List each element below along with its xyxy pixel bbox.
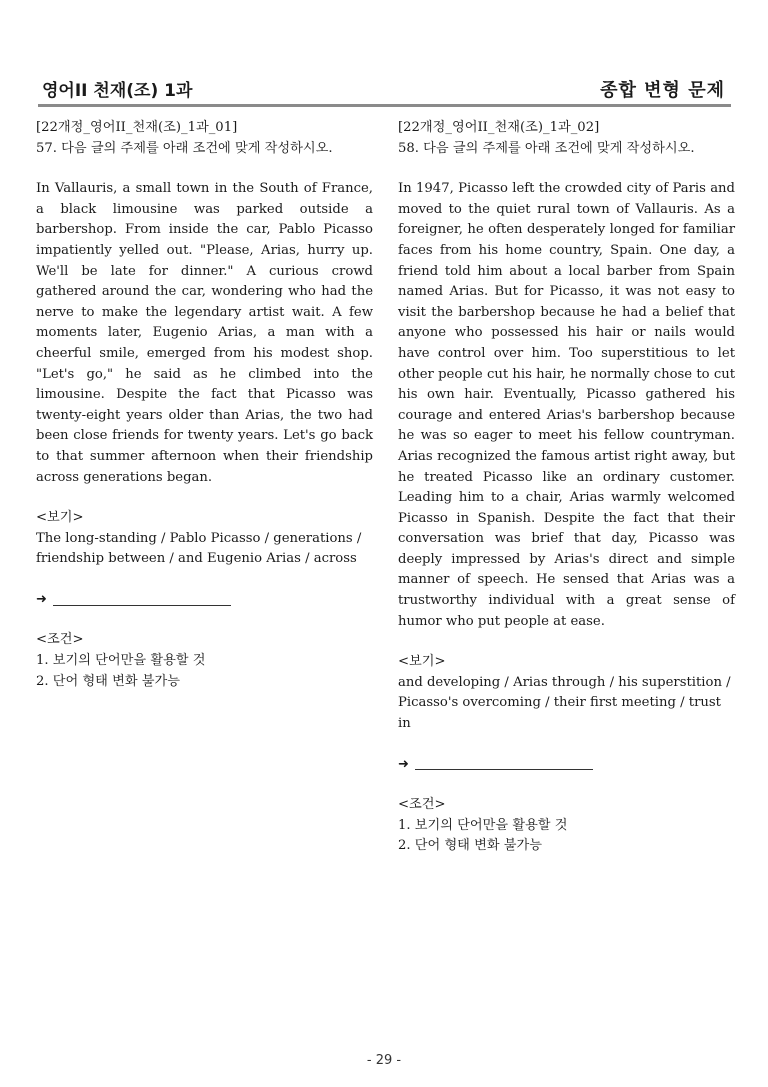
bogi-title: <보기> [36, 510, 84, 526]
question-prompt: 57. 다음 글의 주제를 아래 조건에 맞게 작성하시오. [36, 140, 333, 156]
bogi-words: and developing / Arias through / his superstition / Picasso's overcoming / their first meeting / trust in [398, 674, 731, 732]
question-tag: [22개정_영어II_천재(조)_1과_01] [36, 120, 238, 135]
header-divider [38, 104, 731, 107]
bogi-title: <보기> [398, 654, 446, 670]
bogi-words: The long-standing / Pablo Picasso / generations / friendship between / and Eugenio Arias / across [36, 530, 362, 567]
page-number: - 29 - [366, 1053, 402, 1068]
condition-item: 1. 보기의 단어만을 활용할 것 [398, 817, 568, 833]
page-header [38, 70, 731, 106]
passage: In 1947, Picasso left the crowded city of Paris and moved to the quiet rural town of Vallauris. As a foreigner, he often desperately longed for familiar faces from his home country, Spain. One day, a friend told him about a local barber from Spain named Arias. But for Picasso, it was not easy to visit the barbershop because he had a belief that anyone who possessed his hair or nails would have control over him. Too superstitious to let other people cut his hair, he normally chose to cut his own hair. Eventually, Picasso gathered his courage and entered Arias's barbershop because he was so eager to meet his fellow countryman. Arias recognized the famous artist right away, but he treated Picasso like an ordinary customer. Leading him to a chair, Arias warmly welcomed Picasso in Spanish. Despite the fact that their conversation was brief that day, Picasso was deeply impressed by Arias's direct and simple manner of speech. He sensed that Arias was a trustworthy individual with a great sense of humor who put people at ease. [398, 181, 735, 629]
condition-item: 1. 보기의 단어만을 활용할 것 [36, 653, 206, 669]
conditions-title: <조건> [398, 797, 446, 813]
question-prompt: 58. 다음 글의 주제를 아래 조건에 맞게 작성하시오. [398, 140, 695, 156]
arrow-icon: ➜ [36, 591, 47, 607]
question-58 [398, 118, 735, 857]
section-title: 종합 변형 문제 [600, 80, 725, 101]
answer-blank[interactable] [415, 759, 593, 770]
passage: In Vallauris, a small town in the South of France, a black limousine was parked outside a barbershop. From inside the car, Pablo Picasso impatiently yelled out. "Please, Arias, hurry up. We'll be late for dinner." A curious crowd gathered around the car, wondering who had the nerve to make the legendary artist wait. A few moments later, Eugenio Arias, a man with a cheerful smile, emerged from his modest shop. "Let's go," he said as he climbed into the limousine. Despite the fact that Picasso was twenty-eight years older than Arias, the two had been close friends for twenty years. Let's go back to that summer afternoon when their friendship across generations began. [36, 181, 373, 485]
textbook-title: 영어II 천재(조) 1과 [42, 81, 193, 101]
question-tag: [22개정_영어II_천재(조)_1과_02] [398, 120, 600, 135]
answer-blank[interactable] [53, 595, 231, 606]
condition-item: 2. 단어 형태 변화 불가능 [398, 838, 543, 854]
answer-line [398, 755, 735, 776]
answer-line [36, 590, 373, 611]
condition-item: 2. 단어 형태 변화 불가능 [36, 673, 181, 689]
question-57 [36, 118, 373, 692]
arrow-icon: ➜ [398, 756, 409, 772]
conditions-title: <조건> [36, 632, 84, 648]
